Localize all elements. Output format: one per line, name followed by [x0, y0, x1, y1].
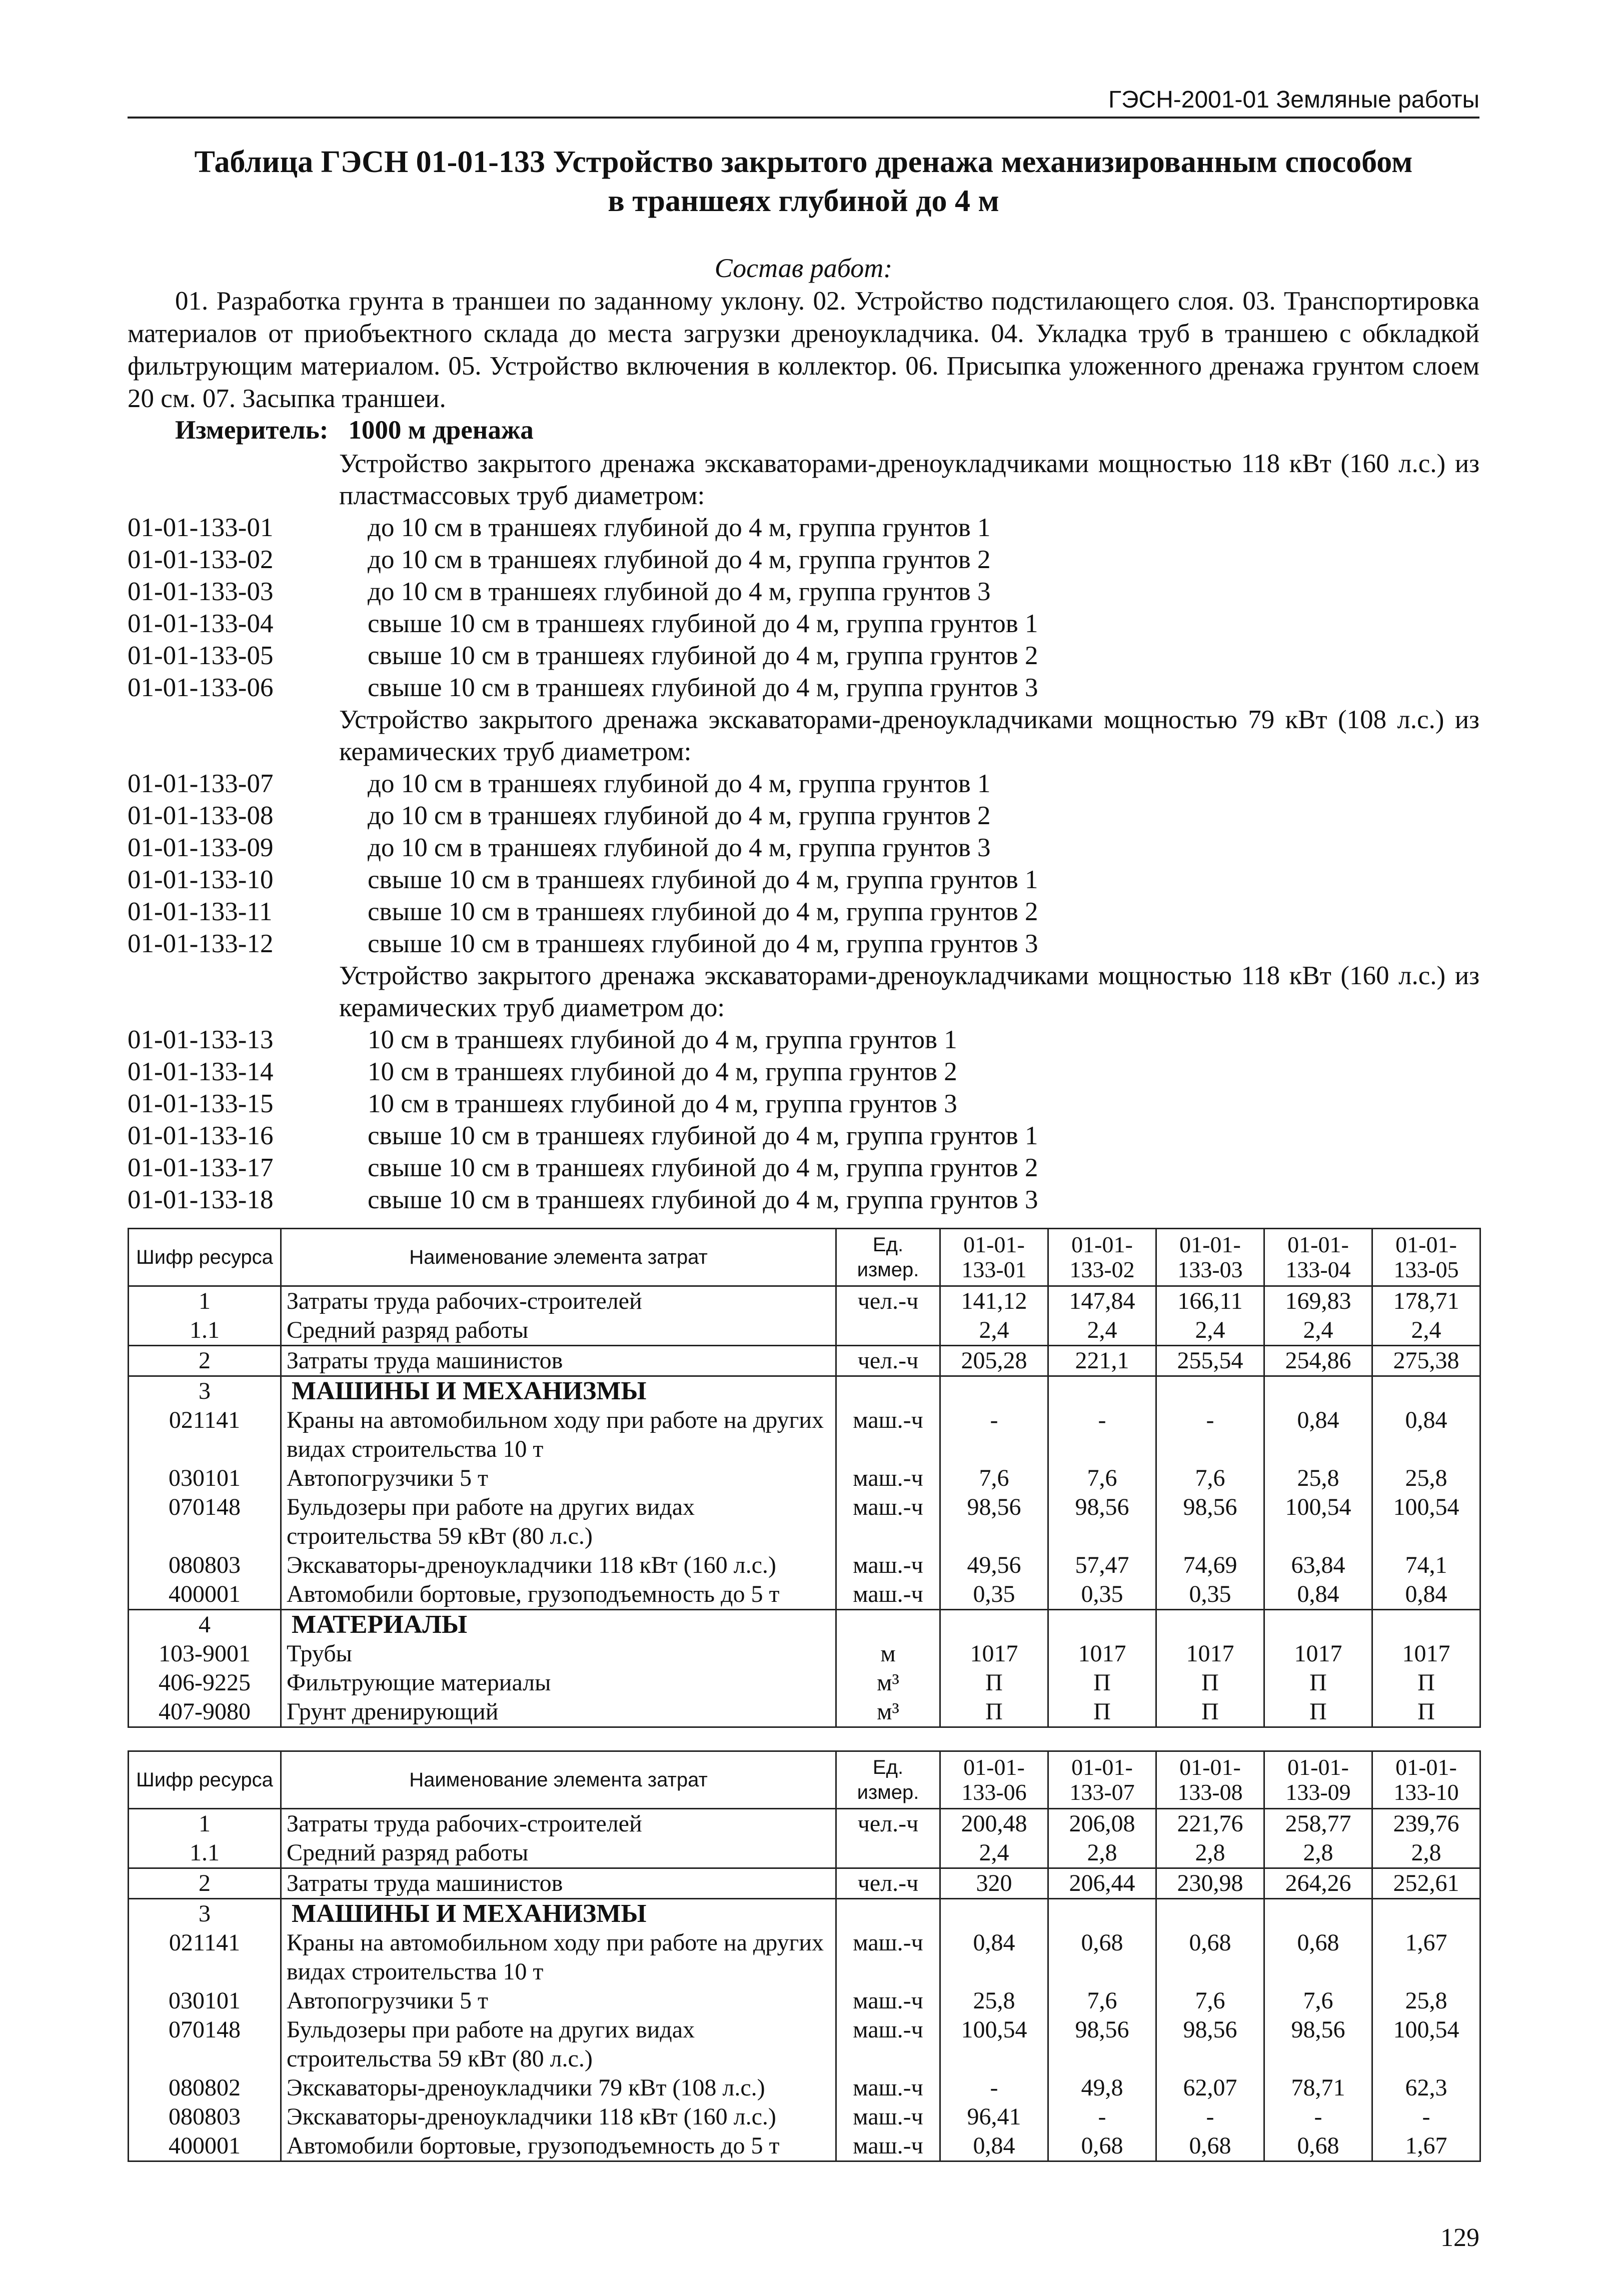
- resource-unit: чел.-ч: [836, 1286, 940, 1316]
- resource-name: Затраты труда машинистов: [281, 1346, 836, 1376]
- norm-item: [128, 864, 1479, 896]
- resource-value: 98,56: [1264, 2015, 1372, 2073]
- resource-value: 49,56: [940, 1551, 1048, 1580]
- norm-item: [128, 640, 1479, 672]
- table-row: [129, 2015, 1480, 2073]
- resource-code: 070148: [129, 1493, 281, 1551]
- norm-item-code: 01-01-133-09: [128, 833, 274, 862]
- header-name: Наименование элемента затрат: [281, 1229, 836, 1286]
- resource-code: 080803: [129, 1551, 281, 1580]
- resource-name: Грунт дренирующий: [281, 1697, 836, 1727]
- norm-item: [128, 576, 1479, 608]
- norm-item-code: 01-01-133-02: [128, 545, 274, 574]
- resource-value: П: [940, 1697, 1048, 1727]
- resource-code: 4: [129, 1610, 281, 1640]
- title-line-1: Таблица ГЭСН 01-01-133 Устройство закрытого дренажа механизированным способом: [194, 145, 1413, 179]
- resource-name: Затраты труда рабочих-строителей: [281, 1809, 836, 1839]
- resource-code: 030101: [129, 1464, 281, 1493]
- table-row: [129, 1868, 1480, 1899]
- resource-value: 7,6: [940, 1464, 1048, 1493]
- table-row: [129, 1286, 1480, 1316]
- header-col: 01-01-133-10: [1372, 1751, 1480, 1809]
- table-header-row: [129, 1229, 1480, 1286]
- header-col: 01-01-133-02: [1048, 1229, 1156, 1286]
- resource-value: 0,35: [1048, 1580, 1156, 1610]
- norm-item-code: 01-01-133-15: [128, 1089, 274, 1118]
- norm-item-text: до 10 см в траншеях глубиной до 4 м, группа грунтов 3: [368, 577, 991, 606]
- resource-value: 141,12: [940, 1286, 1048, 1316]
- resource-value: -: [1048, 1406, 1156, 1464]
- norm-item-code: 01-01-133-14: [128, 1057, 274, 1086]
- resource-unit: маш.-ч: [836, 1580, 940, 1610]
- resource-value: П: [1048, 1668, 1156, 1697]
- resource-value: 25,8: [1372, 1986, 1480, 2015]
- resource-code: 400001: [129, 2131, 281, 2161]
- norm-item-code: 01-01-133-11: [128, 897, 273, 926]
- resource-code: 080803: [129, 2102, 281, 2131]
- resource-value: 0,84: [1372, 1580, 1480, 1610]
- norm-item-text: до 10 см в траншеях глубиной до 4 м, группа грунтов 1: [368, 769, 991, 798]
- resource-code: 1.1: [129, 1838, 281, 1868]
- table-row: [129, 1580, 1480, 1610]
- table-row: [129, 1493, 1480, 1551]
- resource-value: 2,8: [1264, 1838, 1372, 1868]
- norm-item: [128, 544, 1479, 576]
- resource-value: 100,54: [1372, 2015, 1480, 2073]
- resource-value: 7,6: [1048, 1986, 1156, 2015]
- table-row: [129, 1316, 1480, 1346]
- resource-value: 7,6: [1156, 1986, 1264, 2015]
- table-row: [129, 1697, 1480, 1727]
- resource-value: 98,56: [940, 1493, 1048, 1551]
- resource-value: 2,4: [940, 1838, 1048, 1868]
- table-row: [129, 1376, 1480, 1406]
- norm-item: [128, 768, 1479, 800]
- resource-unit: м³: [836, 1697, 940, 1727]
- resource-unit: м: [836, 1639, 940, 1668]
- norm-item-text: свыше 10 см в траншеях глубиной до 4 м, группа грунтов 1: [368, 609, 1038, 638]
- resource-code: 1.1: [129, 1316, 281, 1346]
- resource-value: 206,08: [1048, 1809, 1156, 1839]
- resource-value: 258,77: [1264, 1809, 1372, 1839]
- header-col: 01-01-133-07: [1048, 1751, 1156, 1809]
- resource-code: 3: [129, 1899, 281, 1929]
- resource-value: [940, 1610, 1048, 1640]
- resource-value: 0,68: [1048, 1928, 1156, 1986]
- resource-value: П: [1264, 1668, 1372, 1697]
- resource-code: 021141: [129, 1928, 281, 1986]
- resource-value: П: [1264, 1697, 1372, 1727]
- resource-name: Автомобили бортовые, грузоподъемность до 5 т: [281, 1580, 836, 1610]
- table-header-row: [129, 1751, 1480, 1809]
- resource-value: 57,47: [1048, 1551, 1156, 1580]
- resource-value: 239,76: [1372, 1809, 1480, 1839]
- resource-value: 166,11: [1156, 1286, 1264, 1316]
- resource-value: [1156, 1899, 1264, 1929]
- resource-value: 0,68: [1156, 1928, 1264, 1986]
- resource-unit: маш.-ч: [836, 1986, 940, 2015]
- resource-value: 98,56: [1156, 1493, 1264, 1551]
- resource-name: Экскаваторы-дреноукладчики 118 кВт (160 л.с.): [281, 2102, 836, 2131]
- resource-value: 169,83: [1264, 1286, 1372, 1316]
- resource-value: 2,8: [1048, 1838, 1156, 1868]
- resource-value: 252,61: [1372, 1868, 1480, 1899]
- resource-unit: маш.-ч: [836, 2102, 940, 2131]
- resource-code: 406-9225: [129, 1668, 281, 1697]
- resource-value: 1,67: [1372, 2131, 1480, 2161]
- measure-value: 1000 м дренажа: [348, 416, 534, 445]
- norm-item-code: 01-01-133-04: [128, 609, 274, 638]
- table-row: [129, 1986, 1480, 2015]
- resource-value: [1264, 1610, 1372, 1640]
- resource-unit: [836, 1838, 940, 1868]
- title-line-2: в траншеях глубиной до 4 м: [608, 184, 999, 218]
- norm-item-text: до 10 см в траншеях глубиной до 4 м, группа грунтов 3: [368, 833, 991, 862]
- table-row: [129, 1838, 1480, 1868]
- resource-value: [1372, 1376, 1480, 1406]
- resource-value: 0,35: [940, 1580, 1048, 1610]
- resource-name: Средний разряд работы: [281, 1838, 836, 1868]
- norm-item: [128, 896, 1479, 928]
- resource-value: [1048, 1376, 1156, 1406]
- resource-value: -: [1048, 2102, 1156, 2131]
- resource-value: [1264, 1899, 1372, 1929]
- resource-value: 100,54: [940, 2015, 1048, 2073]
- resource-name: Бульдозеры при работе на других видах строительства 59 кВт (80 л.с.): [281, 2015, 836, 2073]
- resource-value: 200,48: [940, 1809, 1048, 1839]
- resource-value: 98,56: [1048, 1493, 1156, 1551]
- resource-unit: маш.-ч: [836, 2073, 940, 2102]
- resource-value: 1017: [1372, 1639, 1480, 1668]
- resource-value: 254,86: [1264, 1346, 1372, 1376]
- resource-name: Экскаваторы-дреноукладчики 79 кВт (108 л.с.): [281, 2073, 836, 2102]
- resource-code: 021141: [129, 1406, 281, 1464]
- header-col: 01-01-133-04: [1264, 1229, 1372, 1286]
- resource-code: 400001: [129, 1580, 281, 1610]
- norm-item-code: 01-01-133-03: [128, 577, 274, 606]
- resource-unit: маш.-ч: [836, 1464, 940, 1493]
- norm-item-text: свыше 10 см в траншеях глубиной до 4 м, группа грунтов 1: [368, 865, 1038, 894]
- resource-value: 78,71: [1264, 2073, 1372, 2102]
- norm-item: [128, 1152, 1479, 1184]
- resource-value: [1156, 1376, 1264, 1406]
- norm-item-code: 01-01-133-01: [128, 513, 274, 542]
- norm-item-code: 01-01-133-07: [128, 769, 274, 798]
- resource-name: Затраты труда рабочих-строителей: [281, 1286, 836, 1316]
- resource-value: 100,54: [1264, 1493, 1372, 1551]
- norm-item: [128, 832, 1479, 864]
- norm-item-text: до 10 см в траншеях глубиной до 4 м, группа грунтов 2: [368, 801, 991, 830]
- header-col: 01-01-133-05: [1372, 1229, 1480, 1286]
- resource-unit: [836, 1899, 940, 1929]
- norm-item: [128, 608, 1479, 640]
- norm-item-text: свыше 10 см в траншеях глубиной до 4 м, группа грунтов 2: [368, 641, 1038, 670]
- resource-value: 98,56: [1156, 2015, 1264, 2073]
- resource-value: 2,4: [1156, 1316, 1264, 1346]
- norm-item-text: свыше 10 см в траншеях глубиной до 4 м, группа грунтов 2: [368, 1153, 1038, 1182]
- resource-value: 98,56: [1048, 2015, 1156, 2073]
- resource-name: Бульдозеры при работе на других видах строительства 59 кВт (80 л.с.): [281, 1493, 836, 1551]
- resource-value: 25,8: [940, 1986, 1048, 2015]
- norm-item: [128, 1024, 1479, 1056]
- resource-unit: маш.-ч: [836, 1551, 940, 1580]
- resource-value: 7,6: [1264, 1986, 1372, 2015]
- resource-value: 96,41: [940, 2102, 1048, 2131]
- resource-value: 25,8: [1264, 1464, 1372, 1493]
- resource-unit: чел.-ч: [836, 1809, 940, 1839]
- resource-name: Автопогрузчики 5 т: [281, 1986, 836, 2015]
- header-col: 01-01-133-06: [940, 1751, 1048, 1809]
- resource-unit: [836, 1316, 940, 1346]
- resource-table-2: [128, 1750, 1481, 2162]
- page-title: [128, 143, 1479, 221]
- resource-value: 0,84: [1264, 1406, 1372, 1464]
- resource-name: Затраты труда машинистов: [281, 1868, 836, 1899]
- resource-value: 275,38: [1372, 1346, 1480, 1376]
- resource-value: 230,98: [1156, 1868, 1264, 1899]
- header-code: Шифр ресурса: [129, 1229, 281, 1286]
- norm-item-text: свыше 10 см в траншеях глубиной до 4 м, группа грунтов 3: [368, 929, 1038, 958]
- norm-item-text: свыше 10 см в траншеях глубиной до 4 м, группа грунтов 2: [368, 897, 1038, 926]
- resource-value: 221,1: [1048, 1346, 1156, 1376]
- resource-unit: маш.-ч: [836, 2131, 940, 2161]
- resource-unit: чел.-ч: [836, 1346, 940, 1376]
- resource-value: 0,68: [1264, 1928, 1372, 1986]
- group-heading: Устройство закрытого дренажа экскаваторами-дреноукладчиками мощностью 79 кВт (108 л.с.) из керамических труб диаметром:: [339, 705, 1479, 766]
- table-row: [129, 1668, 1480, 1697]
- resource-value: 63,84: [1264, 1551, 1372, 1580]
- resource-value: 1017: [1156, 1639, 1264, 1668]
- resource-name: Краны на автомобильном ходу при работе на других видах строительства 10 т: [281, 1928, 836, 1986]
- norm-item-code: 01-01-133-18: [128, 1185, 274, 1214]
- resource-code: 1: [129, 1809, 281, 1839]
- resource-unit: маш.-ч: [836, 2015, 940, 2073]
- resource-value: П: [1372, 1697, 1480, 1727]
- resource-code: 407-9080: [129, 1697, 281, 1727]
- norm-item-code: 01-01-133-06: [128, 673, 274, 702]
- resource-name: МАШИНЫ И МЕХАНИЗМЫ: [281, 1899, 836, 1929]
- resource-name: МАТЕРИАЛЫ: [281, 1610, 836, 1640]
- norm-item: [128, 800, 1479, 832]
- header-col: 01-01-133-08: [1156, 1751, 1264, 1809]
- resource-unit: м³: [836, 1668, 940, 1697]
- norm-item: [128, 1088, 1479, 1120]
- resource-value: 0,68: [1156, 2131, 1264, 2161]
- resource-name: МАШИНЫ И МЕХАНИЗМЫ: [281, 1376, 836, 1406]
- norm-item-text: 10 см в траншеях глубиной до 4 м, группа грунтов 2: [368, 1057, 957, 1086]
- resource-value: П: [1156, 1668, 1264, 1697]
- norm-item-code: 01-01-133-17: [128, 1153, 274, 1182]
- table-row: [129, 2102, 1480, 2131]
- composition-text: 01. Разработка грунта в траншеи по заданному уклону. 02. Устройство подстилающего слоя. 03. Транспортировка материалов от приобъектного склада до места загрузки дреноукладчика. 04. Укладка труб в траншею с обкладкой фильтрующим материалом. 05. Устройство включения в коллектор. 06. Присыпка уложенного дренажа грунтом слоем 20 см. 07. Засыпка траншеи.: [128, 287, 1479, 413]
- header-code: Шифр ресурса: [129, 1751, 281, 1809]
- resource-value: 206,44: [1048, 1868, 1156, 1899]
- resource-value: П: [1048, 1697, 1156, 1727]
- resource-value: 7,6: [1048, 1464, 1156, 1493]
- resource-value: -: [940, 2073, 1048, 2102]
- resource-unit: маш.-ч: [836, 1406, 940, 1464]
- header-name: Наименование элемента затрат: [281, 1751, 836, 1809]
- resource-unit: маш.-ч: [836, 1493, 940, 1551]
- table-row: [129, 1406, 1480, 1464]
- header-unit: Ед. измер.: [836, 1751, 940, 1809]
- resource-value: 2,4: [1372, 1316, 1480, 1346]
- resource-code: 080802: [129, 2073, 281, 2102]
- composition-heading: Состав работ:: [714, 253, 893, 283]
- resource-value: 2,4: [1264, 1316, 1372, 1346]
- header-col: 01-01-133-01: [940, 1229, 1048, 1286]
- resource-value: [1264, 1376, 1372, 1406]
- norm-item-text: до 10 см в траншеях глубиной до 4 м, группа грунтов 2: [368, 545, 991, 574]
- resource-value: 1017: [940, 1639, 1048, 1668]
- table-row: [129, 2131, 1480, 2161]
- norm-items-list: [128, 448, 1479, 1216]
- resource-value: П: [940, 1668, 1048, 1697]
- norm-item-text: свыше 10 см в траншеях глубиной до 4 м, группа грунтов 3: [368, 1185, 1038, 1214]
- resource-value: 221,76: [1156, 1809, 1264, 1839]
- table-row: [129, 1899, 1480, 1929]
- group-heading: Устройство закрытого дренажа экскаваторами-дреноукладчиками мощностью 118 кВт (160 л.с.) из пластмассовых труб диаметром:: [339, 449, 1479, 510]
- resource-name: Трубы: [281, 1639, 836, 1668]
- header-rule: [128, 117, 1479, 119]
- resource-value: 25,8: [1372, 1464, 1480, 1493]
- norm-item-text: свыше 10 см в траншеях глубиной до 4 м, группа грунтов 1: [368, 1121, 1038, 1150]
- header-unit: Ед. измер.: [836, 1229, 940, 1286]
- resource-value: 0,84: [940, 2131, 1048, 2161]
- resource-value: 320: [940, 1868, 1048, 1899]
- measure: [175, 415, 534, 445]
- resource-value: [1048, 1899, 1156, 1929]
- resource-value: -: [1156, 2102, 1264, 2131]
- resource-value: 178,71: [1372, 1286, 1480, 1316]
- resource-value: 62,07: [1156, 2073, 1264, 2102]
- norm-item-text: свыше 10 см в траншеях глубиной до 4 м, группа грунтов 3: [368, 673, 1038, 702]
- norm-item-text: 10 см в траншеях глубиной до 4 м, группа грунтов 1: [368, 1025, 957, 1054]
- table-row: [129, 2073, 1480, 2102]
- resource-value: 7,6: [1156, 1464, 1264, 1493]
- resource-value: 74,1: [1372, 1551, 1480, 1580]
- table-row: [129, 1639, 1480, 1668]
- norm-item-code: 01-01-133-12: [128, 929, 274, 958]
- header-col: 01-01-133-09: [1264, 1751, 1372, 1809]
- resource-name: Средний разряд работы: [281, 1316, 836, 1346]
- resource-value: 1,67: [1372, 1928, 1480, 1986]
- norm-item-code: 01-01-133-08: [128, 801, 274, 830]
- resource-name: Краны на автомобильном ходу при работе на других видах строительства 10 т: [281, 1406, 836, 1464]
- resource-value: [1372, 1610, 1480, 1640]
- resource-value: 0,84: [1372, 1406, 1480, 1464]
- resource-table-1: [128, 1228, 1481, 1728]
- norm-item: [128, 1120, 1479, 1152]
- norm-item-code: 01-01-133-13: [128, 1025, 274, 1054]
- resource-value: 0,68: [1264, 2131, 1372, 2161]
- header-col: 01-01-133-03: [1156, 1229, 1264, 1286]
- norm-item: [128, 1184, 1479, 1216]
- table-row: [129, 1610, 1480, 1640]
- resource-value: -: [1372, 2102, 1480, 2131]
- page-number: 129: [1440, 2223, 1479, 2252]
- table-row: [129, 1551, 1480, 1580]
- resource-code: 2: [129, 1346, 281, 1376]
- resource-value: 0,84: [1264, 1580, 1372, 1610]
- resource-value: 205,28: [940, 1346, 1048, 1376]
- running-head: ГЭСН-2001-01 Земляные работы: [1108, 87, 1479, 113]
- resource-name: Автомобили бортовые, грузоподъемность до 5 т: [281, 2131, 836, 2161]
- resource-value: 1017: [1264, 1639, 1372, 1668]
- norm-item: [128, 512, 1479, 544]
- resource-code: 070148: [129, 2015, 281, 2073]
- resource-value: 2,8: [1156, 1838, 1264, 1868]
- norm-item-text: до 10 см в траншеях глубиной до 4 м, группа грунтов 1: [368, 513, 991, 542]
- resource-unit: чел.-ч: [836, 1868, 940, 1899]
- resource-value: 2,4: [1048, 1316, 1156, 1346]
- resource-value: -: [940, 1406, 1048, 1464]
- resource-value: 2,4: [940, 1316, 1048, 1346]
- resource-value: 0,84: [940, 1928, 1048, 1986]
- resource-value: П: [1156, 1697, 1264, 1727]
- resource-name: Фильтрующие материалы: [281, 1668, 836, 1697]
- resource-value: [1048, 1610, 1156, 1640]
- resource-value: 62,3: [1372, 2073, 1480, 2102]
- table-row: [129, 1346, 1480, 1376]
- norm-item-code: 01-01-133-16: [128, 1121, 274, 1150]
- norm-item-code: 01-01-133-10: [128, 865, 274, 894]
- resource-code: 3: [129, 1376, 281, 1406]
- resource-value: 255,54: [1156, 1346, 1264, 1376]
- resource-unit: маш.-ч: [836, 1928, 940, 1986]
- resource-value: 1017: [1048, 1639, 1156, 1668]
- resource-value: -: [1156, 1406, 1264, 1464]
- resource-name: Экскаваторы-дреноукладчики 118 кВт (160 л.с.): [281, 1551, 836, 1580]
- measure-label: Измеритель:: [175, 416, 329, 445]
- resource-value: [940, 1899, 1048, 1929]
- norm-item-code: 01-01-133-05: [128, 641, 274, 670]
- group-heading: Устройство закрытого дренажа экскаваторами-дреноукладчиками мощностью 118 кВт (160 л.с.) из керамических труб диаметром до:: [339, 961, 1479, 1022]
- norm-item: [128, 1056, 1479, 1088]
- resource-code: 1: [129, 1286, 281, 1316]
- resource-unit: [836, 1376, 940, 1406]
- resource-code: 2: [129, 1868, 281, 1899]
- norm-item: [128, 928, 1479, 960]
- table-row: [129, 1928, 1480, 1986]
- table-row: [129, 1809, 1480, 1839]
- resource-value: [940, 1376, 1048, 1406]
- table-row: [129, 1464, 1480, 1493]
- norm-item: [128, 672, 1479, 704]
- resource-value: -: [1264, 2102, 1372, 2131]
- resource-value: [1372, 1899, 1480, 1929]
- resource-value: 2,8: [1372, 1838, 1480, 1868]
- resource-name: Автопогрузчики 5 т: [281, 1464, 836, 1493]
- resource-value: П: [1372, 1668, 1480, 1697]
- resource-value: [1156, 1610, 1264, 1640]
- resource-value: 74,69: [1156, 1551, 1264, 1580]
- resource-value: 49,8: [1048, 2073, 1156, 2102]
- resource-code: 030101: [129, 1986, 281, 2015]
- resource-value: 0,35: [1156, 1580, 1264, 1610]
- resource-value: 264,26: [1264, 1868, 1372, 1899]
- resource-value: 100,54: [1372, 1493, 1480, 1551]
- resource-value: 147,84: [1048, 1286, 1156, 1316]
- resource-code: 103-9001: [129, 1639, 281, 1668]
- resource-value: 0,68: [1048, 2131, 1156, 2161]
- norm-item-text: 10 см в траншеях глубиной до 4 м, группа грунтов 3: [368, 1089, 957, 1118]
- resource-unit: [836, 1610, 940, 1640]
